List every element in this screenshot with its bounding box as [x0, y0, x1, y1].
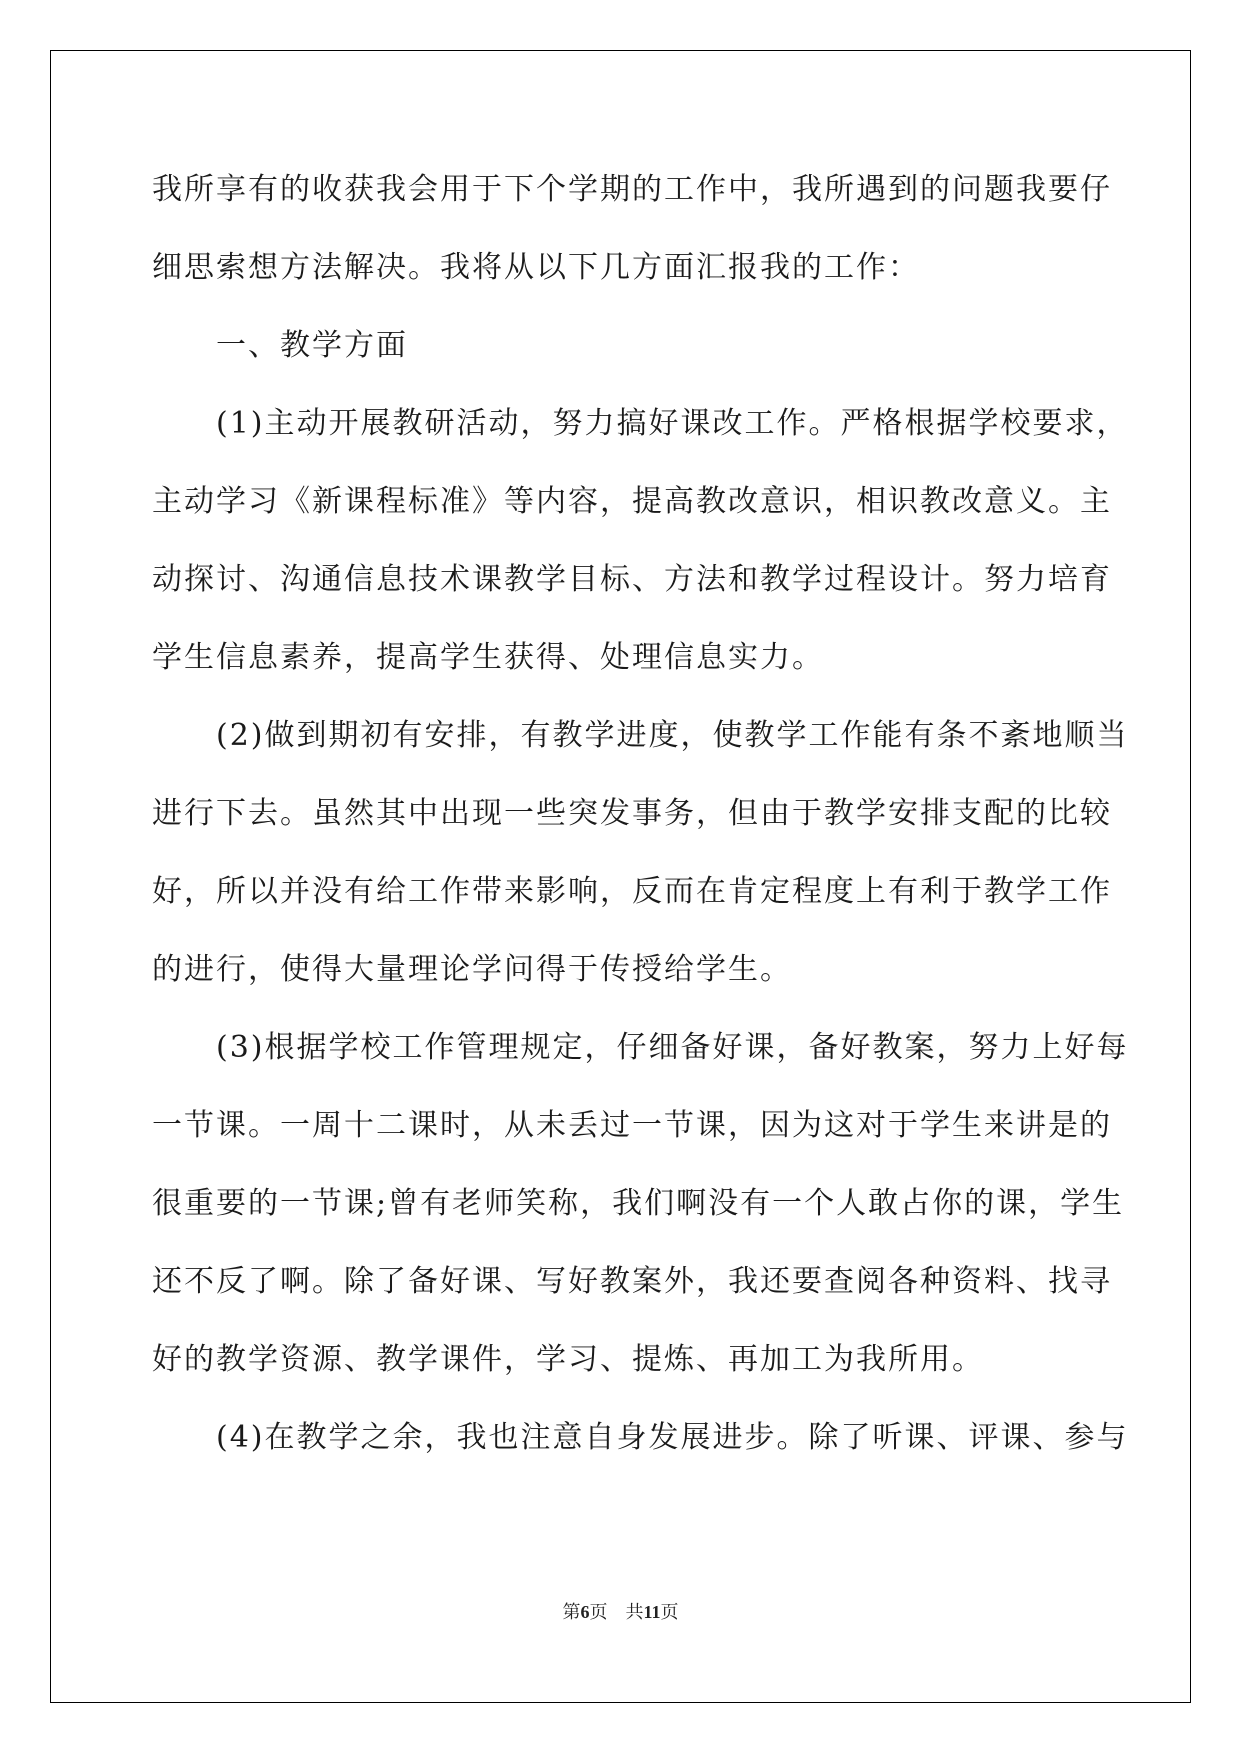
- text-line: (2)做到期初有安排，有教学进度，使教学工作能有条不紊地顺当: [152, 718, 1129, 753]
- text-line: 还不反了啊。除了备好课、写好教案外，我还要查阅各种资料、找寻: [152, 1264, 1112, 1299]
- text-line: 进行下去。虽然其中出现一些突发事务，但由于教学安排支配的比较: [152, 796, 1112, 831]
- text-line: 我所享有的收获我会用于下个学期的工作中，我所遇到的问题我要仔: [152, 172, 1112, 207]
- text-line: (3)根据学校工作管理规定，仔细备好课，备好教案，努力上好每: [152, 1030, 1129, 1065]
- text-line: 学生信息素养，提高学生获得、处理信息实力。: [152, 640, 824, 675]
- text-line: 的进行，使得大量理论学问得于传授给学生。: [152, 952, 792, 987]
- total-prefix: 共: [625, 1602, 644, 1623]
- page-prefix: 第: [562, 1602, 581, 1623]
- page-total: 11: [643, 1602, 661, 1622]
- page-unit: 页: [589, 1602, 608, 1623]
- text-line: 很重要的一节课;曾有老师笑称，我们啊没有一个人敢占你的课，学生: [152, 1186, 1125, 1221]
- total-unit: 页: [660, 1602, 679, 1623]
- text-line: 主动学习《新课程标准》等内容，提高教改意识，相识教改意义。主: [152, 484, 1112, 519]
- text-line: (1)主动开展教研活动，努力搞好课改工作。严格根据学校要求，: [152, 406, 1129, 441]
- text-line: (4)在教学之余，我也注意自身发展进步。除了听课、评课、参与: [152, 1420, 1129, 1455]
- page-current: 6: [580, 1602, 590, 1622]
- page-footer: [0, 1598, 1241, 1624]
- text-line: 好，所以并没有给工作带来影响，反而在肯定程度上有利于教学工作: [152, 874, 1112, 909]
- text-line: 动探讨、沟通信息技术课教学目标、方法和教学过程设计。努力培育: [152, 562, 1112, 597]
- text-line: 细思索想方法解决。我将从以下几方面汇报我的工作：: [152, 250, 920, 285]
- text-line: 一节课。一周十二课时，从未丢过一节课，因为这对于学生来讲是的: [152, 1108, 1112, 1143]
- text-line: 好的教学资源、教学课件，学习、提炼、再加工为我所用。: [152, 1342, 984, 1377]
- section-heading: 一、教学方面: [152, 328, 408, 363]
